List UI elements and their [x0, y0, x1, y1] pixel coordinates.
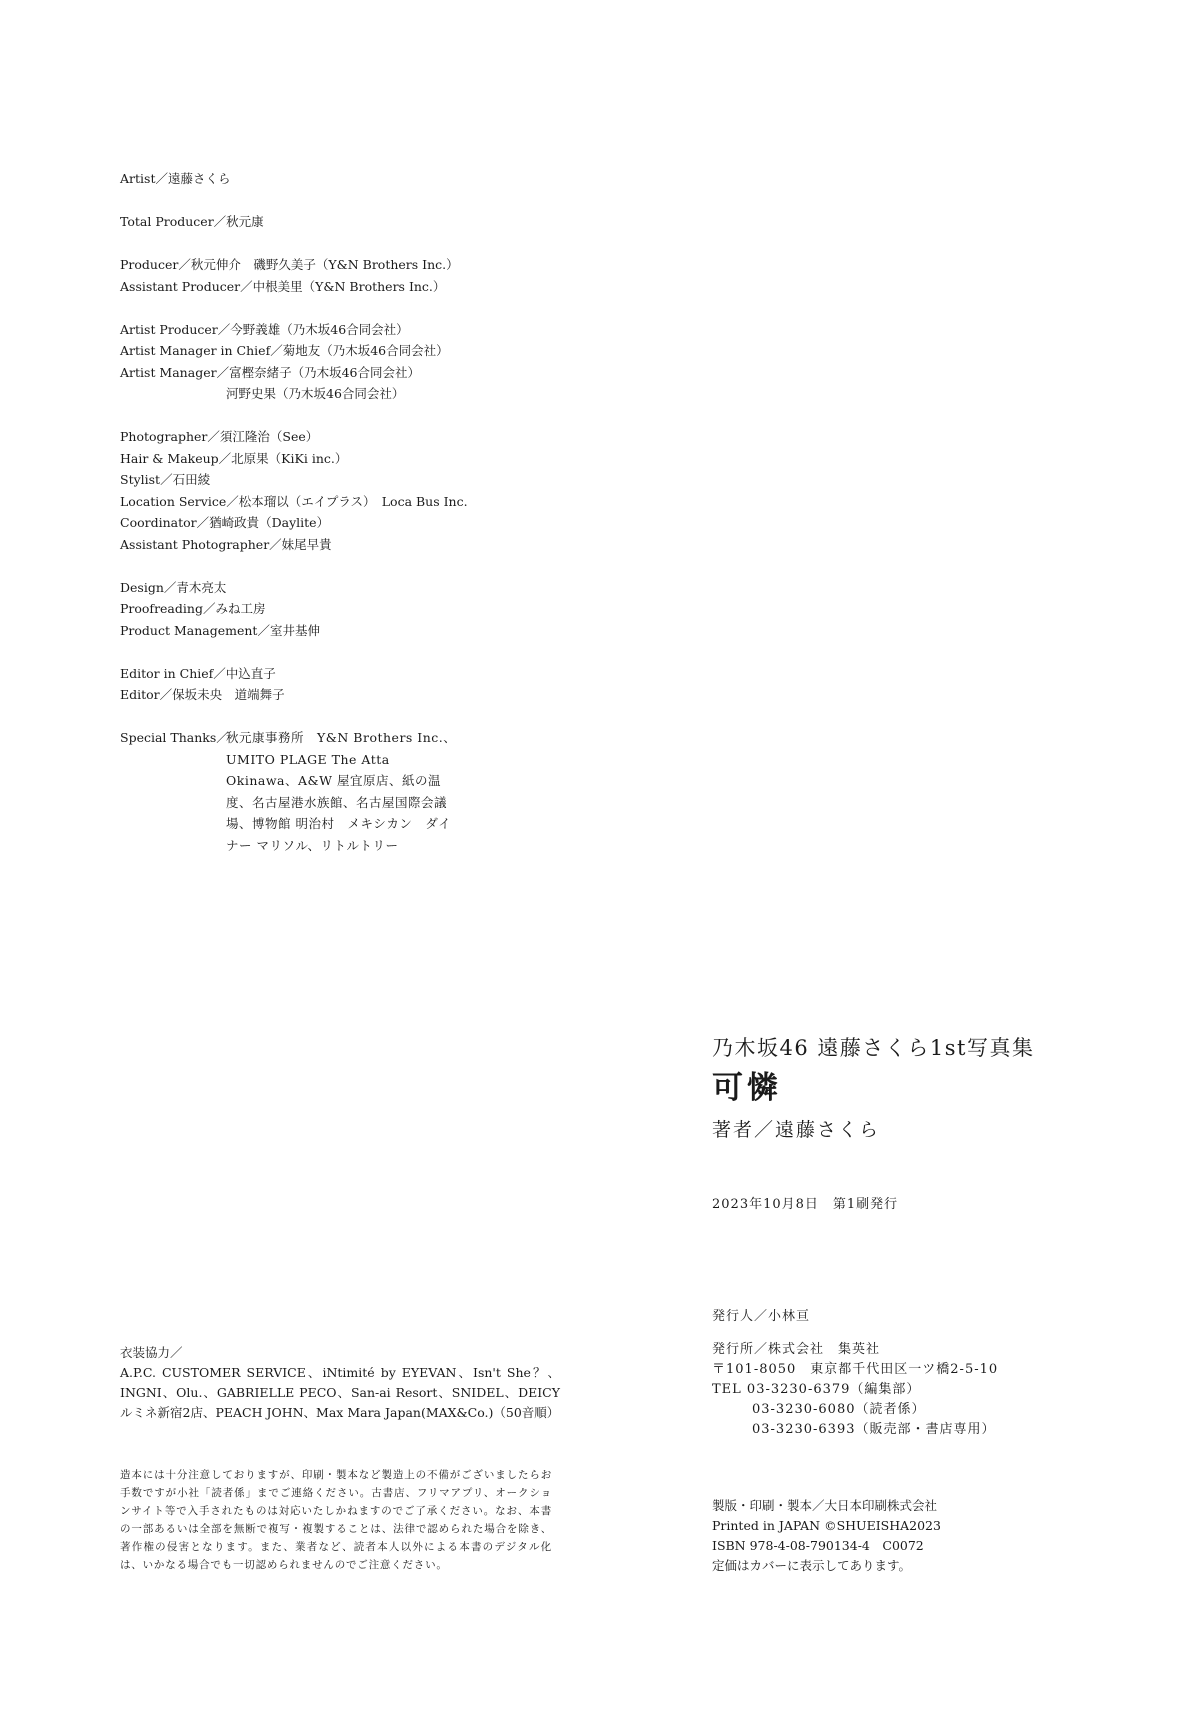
special-thanks-text: 秋元康事務所 Y&N Brothers Inc.、UMITO PLAGE The Atta Okinawa、A&W 屋宜原店、紙の温度、名古屋港水族館、名古屋国際会議場、博物館 明治村 メキシカン ダイナー マリソル、リトルトリー [226, 730, 457, 853]
credit-line: Photographer／須江隆治（See） [120, 429, 319, 444]
credit-group-management [120, 319, 620, 405]
publisher-tel: 03-3230-6393（販売部・書店専用） [752, 1422, 996, 1437]
credit-line: Stylist／石田綾 [120, 472, 211, 487]
publisher-tel: TEL 03-3230-6379（編集部） [712, 1382, 921, 1397]
credit-line: Artist Manager in Chief／菊地友（乃木坂46合同会社） [120, 343, 449, 358]
credit-line: Artist Manager／富樫奈緒子（乃木坂46合同会社） [120, 364, 420, 380]
costume-cooperation [120, 1343, 560, 1423]
costume-text: A.P.C. CUSTOMER SERVICE、iNtimité by EYEVAN、Isn't She？、INGNI、Olu.、GABRIELLE PECO、San-ai Resort、SNIDEL、DEICY ルミネ新宿2店、PEACH JOHN、Max Mara Japan(MAX&Co.)（50音順） [120, 1365, 560, 1420]
credit-group-production [120, 254, 620, 297]
book-colophon [712, 1033, 1172, 1145]
credit-group-producer [120, 211, 620, 233]
credit-line: Artist Producer／今野義雄（乃木坂46合同会社） [120, 321, 409, 337]
book-series-title: 乃木坂46 遠藤さくら1st写真集 [712, 1036, 1035, 1060]
costume-label: 衣装協力／ [120, 1345, 183, 1360]
print-info [712, 1496, 1172, 1576]
credit-line: Editor／保坂未央 道端舞子 [120, 687, 285, 702]
publisher-info [712, 1307, 1172, 1440]
credit-line: Producer／秋元伸介 磯野久美子（Y&N Brothers Inc.） [120, 257, 459, 272]
credit-group-artist [120, 168, 620, 190]
credit-line: Design／青木亮太 [120, 579, 227, 595]
printer-line: 製版・印刷・製本／大日本印刷株式会社 [712, 1498, 938, 1513]
price-note: 定価はカバーに表示してあります。 [712, 1558, 912, 1573]
publisher-company: 発行所／株式会社 集英社 [712, 1342, 881, 1357]
credit-line: Total Producer／秋元康 [120, 214, 264, 229]
spacer [712, 1327, 1172, 1340]
credit-line: Proofreading／みね工房 [120, 601, 266, 616]
credit-line: Assistant Photographer／妹尾早貴 [120, 536, 332, 552]
credit-line: Product Management／室井基伸 [120, 622, 320, 638]
book-author: 著者／遠藤さくら [712, 1119, 881, 1141]
printed-in-line: Printed in JAPAN ©SHUEISHA2023 [712, 1518, 941, 1533]
publisher-address: 〒101-8050 東京都千代田区一ツ橋2-5-10 [712, 1362, 999, 1377]
legal-notice: 造本には十分注意しておりますが、印刷・製本など製造上の不備がございましたらお手数ですが小社「読者係」までご連絡ください。古書店、フリマアプリ、オークションサイト等で入手されたものは対応いたしかねますのでご了承ください。なお、本書の一部あるいは全部を無断で複写・複製することは、法律で認められた場合を除き、著作権の侵害となります。また、業者など、読者本人以外による本書のデジタル化は、いかなる場合でも一切認められませんのでご注意ください。 [120, 1469, 552, 1571]
publisher-tel: 03-3230-6080（読者係） [752, 1402, 926, 1417]
book-title: 可憐 [712, 1070, 782, 1106]
credit-line: Hair & Makeup／北原果（KiKi inc.） [120, 450, 348, 466]
publication-date: 2023年10月8日 第1刷発行 [712, 1197, 899, 1212]
credit-line: Artist／遠藤さくら [120, 171, 231, 186]
credit-line: 河野史果（乃木坂46合同会社） [226, 386, 405, 401]
credit-line: Assistant Producer／中根美里（Y&N Brothers Inc.） [120, 278, 446, 294]
special-thanks [120, 727, 620, 856]
credit-line: Coordinator／猶崎政貴（Daylite） [120, 515, 330, 530]
credit-group-shoot [120, 426, 620, 555]
credit-group-design [120, 577, 620, 642]
credit-line: Editor in Chief／中込直子 [120, 665, 276, 681]
special-thanks-label: Special Thanks／ [120, 730, 229, 745]
credit-group-editor [120, 663, 620, 706]
isbn-line: ISBN 978-4-08-790134-4 C0072 [712, 1538, 924, 1553]
credit-line: Location Service／松本瑠以（エイプラス） Loca Bus Inc. [120, 493, 468, 509]
publisher-person: 発行人／小林亘 [712, 1309, 811, 1324]
staff-credits [120, 168, 620, 856]
